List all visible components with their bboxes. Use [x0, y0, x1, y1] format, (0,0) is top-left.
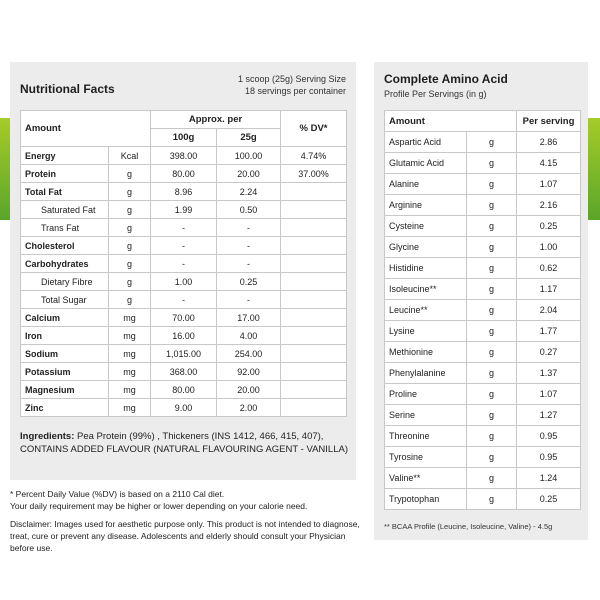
nutrition-row — [21, 237, 347, 255]
amino-value: 0.95 — [517, 447, 581, 468]
nutrient-value-100g: 16.00 — [151, 327, 217, 345]
header-approx-per: Approx. per — [151, 111, 281, 129]
amino-unit: g — [467, 279, 517, 300]
nutrient-value-100g: - — [151, 291, 217, 309]
nutrient-unit: mg — [109, 327, 151, 345]
nutrient-unit: g — [109, 291, 151, 309]
nutrient-unit: Kcal — [109, 147, 151, 165]
dv-note-2: Your daily requirement may be higher or lower depending on your calorie need. — [10, 501, 308, 511]
nutrient-dv — [281, 327, 347, 345]
header-amount: Amount — [21, 111, 151, 147]
nutrient-value-25g: - — [217, 237, 281, 255]
nutrient-dv — [281, 309, 347, 327]
amino-unit: g — [467, 321, 517, 342]
amino-row — [385, 489, 581, 510]
nutrient-value-25g: - — [217, 291, 281, 309]
amino-row — [385, 258, 581, 279]
nutrient-name: Sodium — [21, 345, 109, 363]
nutrition-row — [21, 273, 347, 291]
nutrient-unit: mg — [109, 399, 151, 417]
amino-name: Glutamic Acid — [385, 153, 467, 174]
amino-value: 1.37 — [517, 363, 581, 384]
nutrient-dv — [281, 273, 347, 291]
nutrient-unit: g — [109, 165, 151, 183]
nutrient-name: Trans Fat — [21, 219, 109, 237]
nutrient-dv — [281, 291, 347, 309]
nutrition-row — [21, 147, 347, 165]
nutrition-row — [21, 381, 347, 399]
nutrient-value-100g: 9.00 — [151, 399, 217, 417]
amino-value: 1.07 — [517, 174, 581, 195]
nutrient-value-100g: - — [151, 219, 217, 237]
amino-unit: g — [467, 447, 517, 468]
header-dv: % DV* — [281, 111, 347, 147]
amino-unit: g — [467, 195, 517, 216]
nutrient-value-100g: 80.00 — [151, 165, 217, 183]
nutrient-dv — [281, 381, 347, 399]
amino-name: Valine** — [385, 468, 467, 489]
nutrient-value-25g: - — [217, 219, 281, 237]
amino-name: Trypotophan — [385, 489, 467, 510]
nutrient-dv — [281, 219, 347, 237]
nutrient-value-100g: 8.96 — [151, 183, 217, 201]
nutrient-unit: g — [109, 273, 151, 291]
disclaimer: Disclaimer: Images used for aesthetic purpose only. This product is not intended to diagnose, treat, cure or prevent any disease. Adolescents and elderly should consult your Physician before use. — [10, 519, 360, 553]
nutrition-row — [21, 345, 347, 363]
amino-name: Isoleucine** — [385, 279, 467, 300]
nutrient-value-25g: 254.00 — [217, 345, 281, 363]
nutrition-row — [21, 291, 347, 309]
amino-row — [385, 300, 581, 321]
amino-name: Cysteine — [385, 216, 467, 237]
nutrition-row — [21, 201, 347, 219]
amino-name: Histidine — [385, 258, 467, 279]
amino-row — [385, 342, 581, 363]
green-accent-strip-left — [0, 118, 10, 220]
amino-header-amount: Amount — [385, 111, 517, 132]
nutrient-dv — [281, 183, 347, 201]
amino-value: 0.25 — [517, 216, 581, 237]
amino-value: 4.15 — [517, 153, 581, 174]
nutrient-value-25g: 0.25 — [217, 273, 281, 291]
nutrient-unit: mg — [109, 309, 151, 327]
ingredients-label: Ingredients: — [20, 431, 75, 442]
amino-row — [385, 174, 581, 195]
amino-unit: g — [467, 237, 517, 258]
amino-unit: g — [467, 300, 517, 321]
nutrient-unit: mg — [109, 345, 151, 363]
amino-row — [385, 468, 581, 489]
nutrient-name: Dietary Fibre — [21, 273, 109, 291]
nutrient-name: Magnesium — [21, 381, 109, 399]
amino-unit: g — [467, 342, 517, 363]
amino-value: 2.04 — [517, 300, 581, 321]
nutrient-value-100g: 1.99 — [151, 201, 217, 219]
amino-value: 0.27 — [517, 342, 581, 363]
nutrient-value-25g: 0.50 — [217, 201, 281, 219]
amino-unit: g — [467, 426, 517, 447]
amino-title: Complete Amino Acid — [384, 72, 508, 86]
dv-note-1: * Percent Daily Value (%DV) is based on a 2110 Cal diet. — [10, 489, 225, 499]
amino-row — [385, 153, 581, 174]
nutrient-value-25g: 100.00 — [217, 147, 281, 165]
nutrient-name: Iron — [21, 327, 109, 345]
nutrient-name: Total Fat — [21, 183, 109, 201]
amino-unit: g — [467, 216, 517, 237]
nutrient-unit: g — [109, 183, 151, 201]
amino-unit: g — [467, 153, 517, 174]
amino-value: 1.24 — [517, 468, 581, 489]
amino-name: Lysine — [385, 321, 467, 342]
nutrient-dv: 37.00% — [281, 165, 347, 183]
amino-value: 2.86 — [517, 132, 581, 153]
amino-name: Proline — [385, 384, 467, 405]
nutrient-name: Cholesterol — [21, 237, 109, 255]
nutrient-name: Carbohydrates — [21, 255, 109, 273]
amino-name: Glycine — [385, 237, 467, 258]
amino-row — [385, 384, 581, 405]
nutrient-value-100g: - — [151, 255, 217, 273]
nutrient-value-25g: 17.00 — [217, 309, 281, 327]
nutrient-dv: 4.74% — [281, 147, 347, 165]
amino-unit: g — [467, 132, 517, 153]
amino-value: 1.00 — [517, 237, 581, 258]
amino-value: 0.62 — [517, 258, 581, 279]
nutrient-unit: g — [109, 201, 151, 219]
serving-size: 1 scoop (25g) Serving Size — [237, 74, 346, 84]
amino-row — [385, 426, 581, 447]
nutrient-value-100g: 80.00 — [151, 381, 217, 399]
amino-name: Phenylalanine — [385, 363, 467, 384]
amino-row — [385, 447, 581, 468]
amino-value: 2.16 — [517, 195, 581, 216]
green-accent-strip-right — [588, 118, 600, 220]
nutrient-dv — [281, 237, 347, 255]
amino-unit: g — [467, 468, 517, 489]
nutrition-row — [21, 363, 347, 381]
amino-name: Aspartic Acid — [385, 132, 467, 153]
servings-per-container: 18 servings per container — [244, 86, 346, 96]
nutrient-unit: g — [109, 255, 151, 273]
amino-value: 0.25 — [517, 489, 581, 510]
nutrient-dv — [281, 345, 347, 363]
amino-table — [384, 110, 581, 510]
amino-unit: g — [467, 174, 517, 195]
amino-name: Serine — [385, 405, 467, 426]
nutrient-unit: mg — [109, 381, 151, 399]
nutrient-value-25g: 2.00 — [217, 399, 281, 417]
amino-row — [385, 321, 581, 342]
nutrient-name: Saturated Fat — [21, 201, 109, 219]
nutrition-row — [21, 219, 347, 237]
amino-name: Alanine — [385, 174, 467, 195]
amino-row — [385, 237, 581, 258]
ingredients-text: Pea Protein (99%) , Thickeners (INS 1412, 466, 415, 407), CONTAINS ADDED FLAVOUR (NATURAL FLAVOURING AGENT - VANILLA) — [20, 431, 348, 455]
amino-value: 1.27 — [517, 405, 581, 426]
nutrient-name: Protein — [21, 165, 109, 183]
nutrient-value-100g: 70.00 — [151, 309, 217, 327]
amino-header-row — [385, 111, 581, 132]
amino-unit: g — [467, 489, 517, 510]
nutrient-value-100g: 368.00 — [151, 363, 217, 381]
amino-value: 1.77 — [517, 321, 581, 342]
nutrient-name: Calcium — [21, 309, 109, 327]
amino-row — [385, 405, 581, 426]
nutrition-title: Nutritional Facts — [20, 82, 115, 96]
nutrition-row — [21, 165, 347, 183]
amino-header-per-serving: Per serving — [517, 111, 581, 132]
nutrient-value-25g: 4.00 — [217, 327, 281, 345]
amino-name: Tyrosine — [385, 447, 467, 468]
amino-name: Threonine — [385, 426, 467, 447]
amino-row — [385, 132, 581, 153]
amino-unit: g — [467, 363, 517, 384]
amino-name: Arginine — [385, 195, 467, 216]
nutrient-unit: g — [109, 237, 151, 255]
nutrient-value-100g: - — [151, 237, 217, 255]
nutrient-name: Total Sugar — [21, 291, 109, 309]
ingredients — [20, 430, 350, 456]
nutrient-unit: g — [109, 219, 151, 237]
notes — [10, 488, 360, 554]
amino-unit: g — [467, 258, 517, 279]
nutrient-value-25g: 20.00 — [217, 165, 281, 183]
amino-subtitle: Profile Per Servings (in g) — [384, 89, 487, 99]
amino-row — [385, 363, 581, 384]
amino-value: 1.07 — [517, 384, 581, 405]
nutrition-row — [21, 309, 347, 327]
nutrient-value-100g: 398.00 — [151, 147, 217, 165]
bcaa-note: ** BCAA Profile (Leucine, Isoleucine, Valine) - 4.5g — [384, 522, 553, 531]
nutrition-table — [20, 110, 347, 417]
nutrition-row — [21, 327, 347, 345]
amino-row — [385, 195, 581, 216]
amino-name: Methionine — [385, 342, 467, 363]
nutrient-name: Energy — [21, 147, 109, 165]
nutrient-value-25g: - — [217, 255, 281, 273]
amino-unit: g — [467, 384, 517, 405]
nutrient-value-25g: 2.24 — [217, 183, 281, 201]
amino-value: 1.17 — [517, 279, 581, 300]
nutrition-row — [21, 399, 347, 417]
amino-unit: g — [467, 405, 517, 426]
nutrient-value-25g: 20.00 — [217, 381, 281, 399]
nutrient-value-100g: 1,015.00 — [151, 345, 217, 363]
amino-value: 0.95 — [517, 426, 581, 447]
amino-name: Leucine** — [385, 300, 467, 321]
nutrient-dv — [281, 399, 347, 417]
nutrition-header-row — [21, 111, 347, 129]
nutrition-row — [21, 183, 347, 201]
nutrient-name: Potassium — [21, 363, 109, 381]
nutrition-row — [21, 255, 347, 273]
nutrient-value-25g: 92.00 — [217, 363, 281, 381]
nutrient-unit: mg — [109, 363, 151, 381]
amino-row — [385, 279, 581, 300]
nutrient-dv — [281, 201, 347, 219]
nutrient-dv — [281, 363, 347, 381]
header-100g: 100g — [151, 129, 217, 147]
nutrient-value-100g: 1.00 — [151, 273, 217, 291]
amino-row — [385, 216, 581, 237]
nutrient-dv — [281, 255, 347, 273]
nutrient-name: Zinc — [21, 399, 109, 417]
header-25g: 25g — [217, 129, 281, 147]
